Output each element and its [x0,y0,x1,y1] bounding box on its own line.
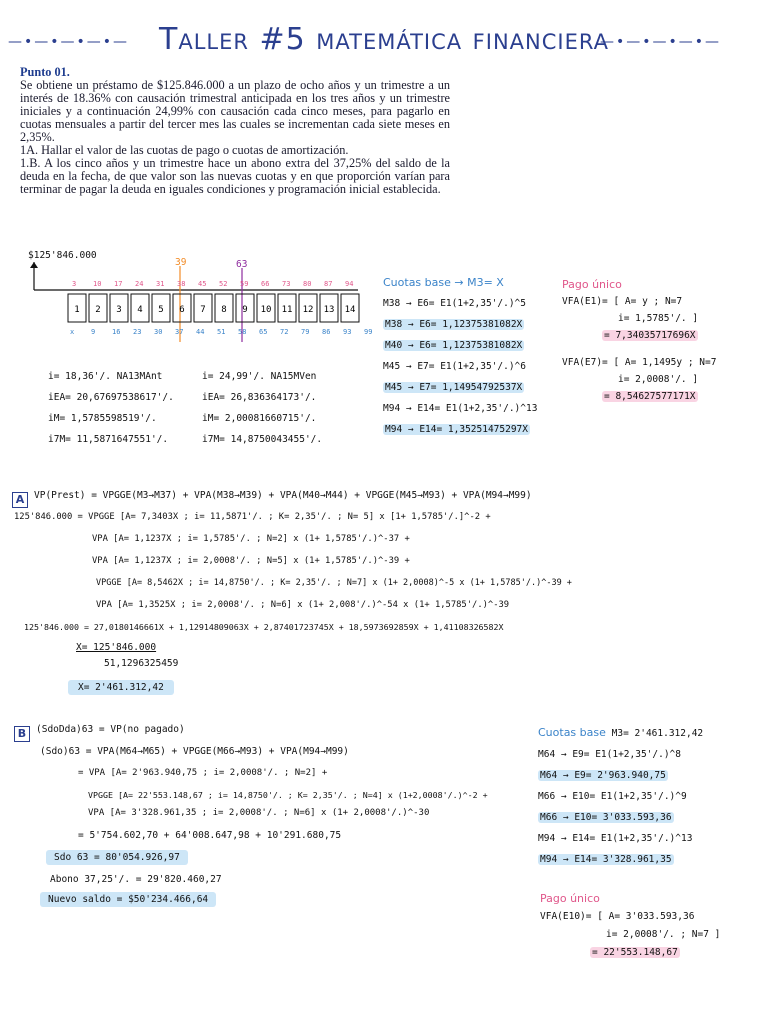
problem-statement [20,66,450,196]
cuota-line: M45 → E7= E1(1+2,35'/.)^6 [383,361,526,372]
top-tick-label: 3 [72,280,77,288]
top-tick-label: 94 [345,280,354,288]
top-tick-label: 17 [114,280,123,288]
bottom-tick-label: 93 [343,328,352,336]
bottom-tick-label: 37 [175,328,184,336]
vfa-line: i= 2,0008'/. ] [618,374,699,385]
cuota-line: M94 → E14= E1(1+2,35'/.)^13 [383,403,538,414]
vfa-line: i= 2,0008'/. ; N=7 ] [606,929,721,940]
part-b-line: = VPA [A= 2'963.940,75 ; i= 2,0008'/. ; N=2] + [78,768,328,778]
page-title: Taller #5 matemática financiera [159,22,609,57]
part-a-result: X= 2'461.312,42 [68,680,174,695]
vfa-result: = 7,34035717696X [604,330,696,341]
timeline-box-label: 14 [344,305,356,315]
cuota-line: M66 → E10= E1(1+2,35'/.)^9 [538,791,687,802]
cuota-line: M94 → E14= E1(1+2,35'/.)^13 [538,833,693,844]
part-b-line: (SdoDda)63 = VP(no pagado) [36,724,185,735]
rates-left [48,366,174,450]
vfa-line: VFA(E10)= [ A= 3'033.593,36 [540,911,695,922]
part-a-line: X= 125'846.000 [76,642,157,653]
timeline-box-label: 7 [200,305,206,315]
part-b-result: Sdo 63 = 80'054.926,97 [46,850,188,865]
bottom-tick-label: 44 [196,328,205,336]
title-decoration-right: —•—•—•—•— [600,34,722,50]
cuota-result: M45 → E7= 1,14954792537X [385,382,523,393]
vfa-result: = 22'553.148,67 [592,947,678,958]
bottom-tick-label: 9 [91,328,96,336]
part-b-result: Nuevo saldo = $50'234.466,64 [40,892,216,907]
rate-line: i7M= 11,5871647551'/. [48,434,169,445]
rate-line: iM= 1,5785598519'/. [48,413,157,424]
top-tick-label: 66 [261,280,270,288]
part-a-line: VPA [A= 1,3525X ; i= 2,0008'/. ; N=6] x (1+ 2,008'/.)^-54 x (1+ 1,5785'/.)^-39 [96,600,510,610]
pago-unico-1 [562,276,716,405]
timeline-box-label: 10 [260,305,272,315]
top-tick-label: 45 [198,280,207,288]
bottom-tick-label: 23 [133,328,142,336]
cuotas-base-2 [538,722,703,870]
rate-line: i= 24,99'/. NA15MVen [202,371,317,382]
vfa-line: VFA(E1)= [ A= y ; N=7 [562,296,683,307]
cuotas-base-1 [383,272,537,440]
bottom-tick-label: 51 [217,328,226,336]
part-a-line: 51,1296325459 [104,658,179,669]
vfa-line: i= 1,5785'/. ] [618,313,699,324]
cuota-result: M38 → E6= 1,12375381082X [385,319,523,330]
part-b-line: Abono 37,25'/. = 29'820.460,27 [50,874,222,885]
cuota-line: M38 → E6= E1(1+2,35'/.)^5 [383,298,526,309]
top-tick-label: 10 [93,280,102,288]
timeline-box-label: 6 [179,305,185,315]
cuotas-base-head: M3= 2'461.312,42 [611,728,704,739]
cuota-line: M64 → E9= E1(1+2,35'/.)^8 [538,749,681,760]
bottom-tick-label: 86 [322,328,331,336]
pago-unico-title: Pago único [562,278,622,291]
part-a-line: VPGGE [A= 8,5462X ; i= 14,8750'/. ; K= 2,35'/. ; N=7] x (1+ 2,0008)^-5 x (1+ 1,5785'/.)^-39 + [96,578,572,588]
timeline-box-label: 13 [323,305,335,315]
bottom-tick-label: 58 [238,328,247,336]
bottom-tick-label: 30 [154,328,163,336]
part-b-label: B [14,722,30,742]
part-a-line: VPA [A= 1,1237X ; i= 2,0008'/. ; N=5] x (1+ 1,5785'/.)^-39 + [92,556,410,566]
bottom-tick-label: 79 [301,328,310,336]
vfa-result: = 8,54627577171X [604,391,696,402]
cuota-result: M64 → E9= 2'963.940,75 [540,770,666,781]
problem-heading: Punto 01. [20,65,70,79]
part-b-line: VPGGE [A= 22'553.148,67 ; i= 14,8750'/. ; K= 2,35'/. ; N=4] x (1+2,0008'/.)^-2 + [88,790,488,800]
rate-line: iM= 2,00081660715'/. [202,413,317,424]
part-b-line: (Sdo)63 = VPA(M64→M65) + VPGGE(M66→M93) + VPA(M94→M99) [40,746,349,757]
problem-paragraph: 1A. Hallar el valor de las cuotas de pago o cuotas de amortización. [20,143,349,157]
timeline-box-label: 1 [74,305,80,315]
top-tick-label: 73 [282,280,291,288]
bottom-tick-label: 99 [364,328,373,336]
part-b-line: VPA [A= 3'328.961,35 ; i= 2,0008'/. ; N=6] x (1+ 2,0008'/.)^-30 [88,808,430,818]
problem-paragraph: 1.B. A los cinco años y un trimestre hace un abono extra del 37,25% del saldo de la deuda en la fecha, de que valor son las nuevas cuotas y en que proporción varían para terminar de pagar la deuda en iguales condiciones y programación inicial establecida. [20,156,450,196]
bottom-tick-label: x [70,328,75,336]
top-tick-label: 52 [219,280,228,288]
rate-line: iEA= 26,836364173'/. [202,392,317,403]
bottom-ticks [28,328,373,342]
cuota-result: M40 → E6= 1,12375381082X [385,340,523,351]
timeline-box-label: 8 [221,305,227,315]
cuota-result: M94 → E14= 3'328.961,35 [540,854,672,865]
timeline-box-label: 11 [281,305,293,315]
pago-unico-title: Pago único [540,892,600,905]
rate-line: i= 18,36'/. NA13MAnt [48,371,163,382]
rate-line: iEA= 20,67697538617'/. [48,392,174,403]
title-decoration-left: —•—•—•—•— [8,34,130,50]
top-tick-label: 38 [177,280,186,288]
bottom-tick-label: 72 [280,328,289,336]
cuota-result: M94 → E14= 1,35251475297X [385,424,528,435]
bottom-tick-label: 16 [112,328,121,336]
timeline-box-label: 12 [302,305,314,315]
loan-amount: $125'846.000 [28,250,97,261]
part-a-line: 125'846.000 = VPGGE [A= 7,3403X ; i= 11,5871'/. ; K= 2,35'/. ; N= 5] x [1+ 1,5785'/.]^-2 + [14,512,491,522]
timeline-box-label: 2 [95,305,101,315]
cuota-result: M66 → E10= 3'033.593,36 [540,812,672,823]
timeline-box-label: 5 [158,305,164,315]
part-a-label: A [12,488,28,508]
part-a-line: VPA [A= 1,1237X ; i= 1,5785'/. ; N=2] x (1+ 1,5785'/.)^-37 + [92,534,410,544]
cuotas-base-title: Cuotas base → M3= X [383,276,504,289]
mark-39: 39 [175,257,187,268]
timeline-box-label: 9 [242,305,248,315]
mark-63: 63 [236,259,248,270]
cuotas-base-title: Cuotas base [538,726,606,739]
timeline-box-label: 4 [137,305,143,315]
timeline-box-label: 3 [116,305,122,315]
top-ticks [28,280,368,294]
part-a-line: 125'846.000 = 27,0180146661X + 1,12914809063X + 2,87401723745X + 18,5973692859X + 1,41108326582X [24,622,504,632]
problem-paragraph: Se obtiene un préstamo de $125.846.000 a un plazo de ocho años y un trimestre a un interés de 18.36% con causación trimestral anticipada en los tres años y un trimestre iniciales y a continuación 24,99% con causación cada cinco meses, para pagarlo en cuotas mensuales a partir del tercer mes las cuales se incrementan cada siete meses en 2,35%. [20,78,450,144]
top-tick-label: 24 [135,280,144,288]
rates-right [202,366,322,450]
bottom-tick-label: 65 [259,328,268,336]
part-a-line: VP(Prest) = VPGGE(M3→M37) + VPA(M38→M39) + VPA(M40→M44) + VPGGE(M45→M93) + VPA(M94→M99) [34,490,532,501]
vfa-line: VFA(E7)= [ A= 1,1495y ; N=7 [562,357,717,368]
top-tick-label: 59 [240,280,249,288]
rate-line: i7M= 14,8750043455'/. [202,434,323,445]
part-b-line: = 5'754.602,70 + 64'008.647,98 + 10'291.680,75 [78,830,342,841]
top-tick-label: 31 [156,280,165,288]
top-tick-label: 87 [324,280,333,288]
pago-unico-2 [540,890,720,962]
top-tick-label: 80 [303,280,312,288]
